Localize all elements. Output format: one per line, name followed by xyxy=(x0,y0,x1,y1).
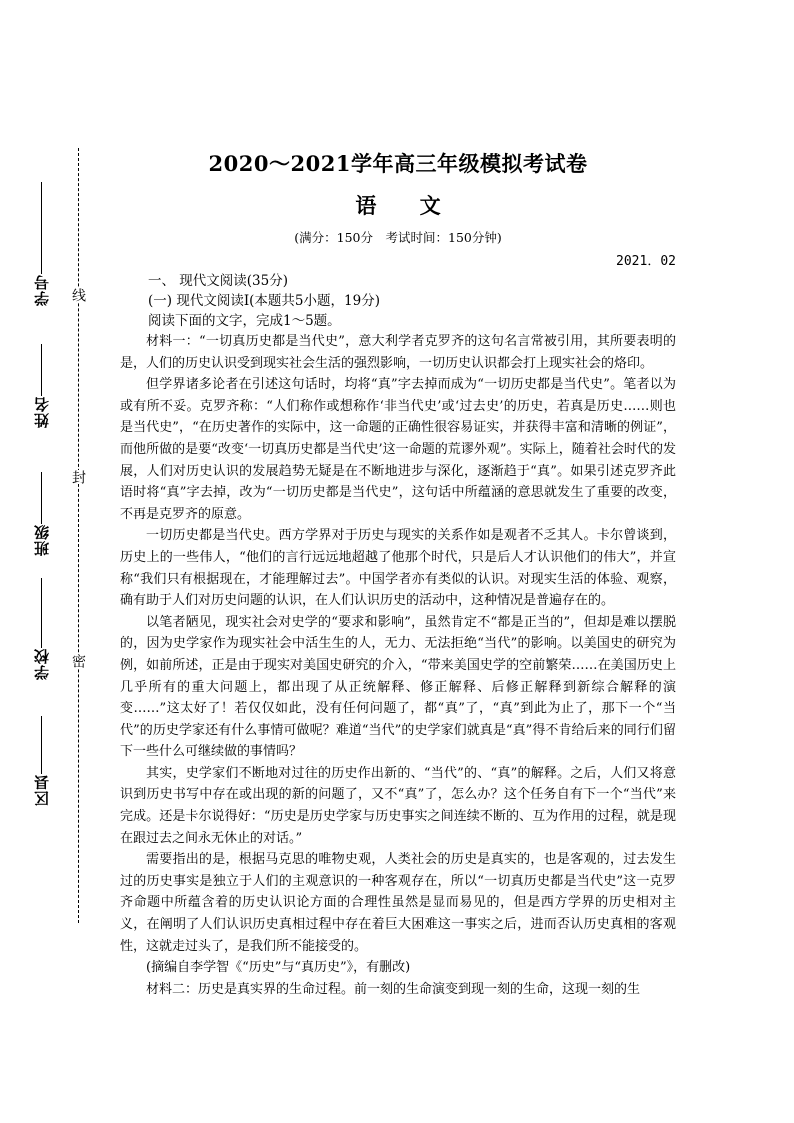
seal-char-feng: 封 xyxy=(70,470,86,484)
subject-title: 语 文 xyxy=(355,193,441,218)
district-label: 区县 xyxy=(32,774,51,806)
student-id-label: 学号 xyxy=(32,274,51,306)
exam-title: 2020～2021学年高三年级模拟考试卷 xyxy=(208,151,588,176)
student-id-field[interactable] xyxy=(26,178,56,306)
class-label: 班级 xyxy=(32,524,51,556)
reading-instruction: 阅读下面的文字，完成1～5题。 xyxy=(148,313,341,329)
paragraph-true-word: 但学界诸多论者在引述这句话时，均将“真”字去掉而成为“一切历史都是当代史”。笔者以为或有所不妥。克罗齐称：“人们称作或想称作‘非当代史’或‘过去史’的历史，若真是历史……则也是当代史”，“在历史著作的实际中，这一命题的正确性很容易证实，并获得丰富和清晰的例证”，而他所做的是要“改变‘一切真历史都是当代史’这一命题的荒谬外观”。实际上，随着社会时代的发展，人们对历史认识的发展趋势无疑是在不断地进步与深化，逐渐趋于“真”。如果引述克罗齐此语时将“真”字去掉，改为“一切历史都是当代史”，这句话中所蕴涵的意思就发生了重要的改变，不再是克罗齐的原意。 xyxy=(120,377,676,522)
subsection-heading: (一) 现代文阅读Ⅰ(本题共5小题，19分) xyxy=(148,293,380,309)
binding-margin xyxy=(0,0,110,1123)
seal-char-mi: 密 xyxy=(70,654,86,668)
class-field[interactable] xyxy=(26,468,56,556)
paragraph-marxism: 需要指出的是，根据马克思的唯物史观，人类社会的历史是真实的，也是客观的，过去发生过的历史事实是独立于人们的主观意识的一种客观存在，所以“一切真历史都是当代史”这一克罗齐命题中所蕴含着的历史认识论方面的合理性虽然是显而易见的，但是西方学界的历史相对主义，在阐明了人们认识历史真相过程中存在着巨大困难这一事实之后，进而否认历史真相的客观性，这就走过头了，是我们所不能接受的。 xyxy=(120,852,676,954)
paragraph-us-history: 以笔者陋见，现实社会对史学的“要求和影响”，虽然肯定不“都是正当的”，但却是难以摆脱的，因为史学家作为现实社会中活生生的人，无力、无法拒绝“当代”的影响。以美国史的研究为例，如前所述，正是由于现实对美国史研究的介入，“带来美国史学的空前繁荣……在美国历史上几乎所有的重大问题上，都出现了从正统解释、修正解释、后修正解释到新综合解释的演变……”这太好了！若仅仅如此，没有任何问题了，都“真”了，“真”到此为止了，那下一个“当代”的历史学家还有什么事情可做呢？难道“当代”的史学家们就真是“真”得不肯给后来的同行们留下一些什么可继续做的事情吗？ xyxy=(120,614,676,760)
district-blank[interactable] xyxy=(41,716,42,774)
exam-date: 2021．02 xyxy=(616,254,676,269)
exam-content xyxy=(120,148,676,1000)
source-citation: (摘编自李学智《“历史”与“真历史”》，有删改) xyxy=(146,960,411,976)
paragraph-material1-intro: 材料一：“一切真历史都是当代史”，意大利学者克罗齐的这句名言常被引用，其所要表明的是，人们的历史认识受到现实社会生活的强烈影响，一切历史认识都会打上现实社会的烙印。 xyxy=(120,334,676,371)
exam-info: (满分：150分 考试时间：150分钟) xyxy=(294,230,502,245)
school-blank[interactable] xyxy=(41,578,42,648)
school-label: 学校 xyxy=(32,648,51,680)
school-field[interactable] xyxy=(26,574,56,680)
name-blank[interactable] xyxy=(41,344,42,396)
section-heading: 一、 现代文阅读(35分) xyxy=(148,273,289,289)
student-id-blank[interactable] xyxy=(41,182,42,274)
name-label: 姓名 xyxy=(32,396,51,428)
name-field[interactable] xyxy=(26,340,56,428)
seal-char-xian: 线 xyxy=(70,288,86,302)
seal-line xyxy=(78,148,79,923)
paragraph-dialogue: 其实，史学家们不断地对过往的历史作出新的、“当代”的、“真”的解释。之后，人们又将意识到历史书写中存在或出现的新的问题了，又不“真”了，怎么办？这个任务自有下一个“当代”来完成。还是卡尔说得好：“历史是历史学家与历史事实之间连续不断的、互为作用的过程，就是现在跟过去之间永无休止的对话。” xyxy=(120,765,676,846)
paragraph-material2: 材料二：历史是真实界的生命过程。前一刻的生命演变到现一刻的生命，这现一刻的生 xyxy=(146,981,641,997)
class-blank[interactable] xyxy=(41,472,42,524)
district-field[interactable] xyxy=(26,712,56,806)
paragraph-west-views: 一切历史都是当代史。西方学界对于历史与现实的关系作如是观者不乏其人。卡尔曾谈到，历史上的一些伟人，“他们的言行远远地超越了他那个时代，只是后人才认识他们的伟大”，并宣称“我们只有根据现在，才能理解过去”。中国学者亦有类似的认识。对现实生活的体验、观察，确有助于人们对历史问题的认识，在人们认识历史的活动中，这种情况是普遍存在的。 xyxy=(120,528,676,609)
